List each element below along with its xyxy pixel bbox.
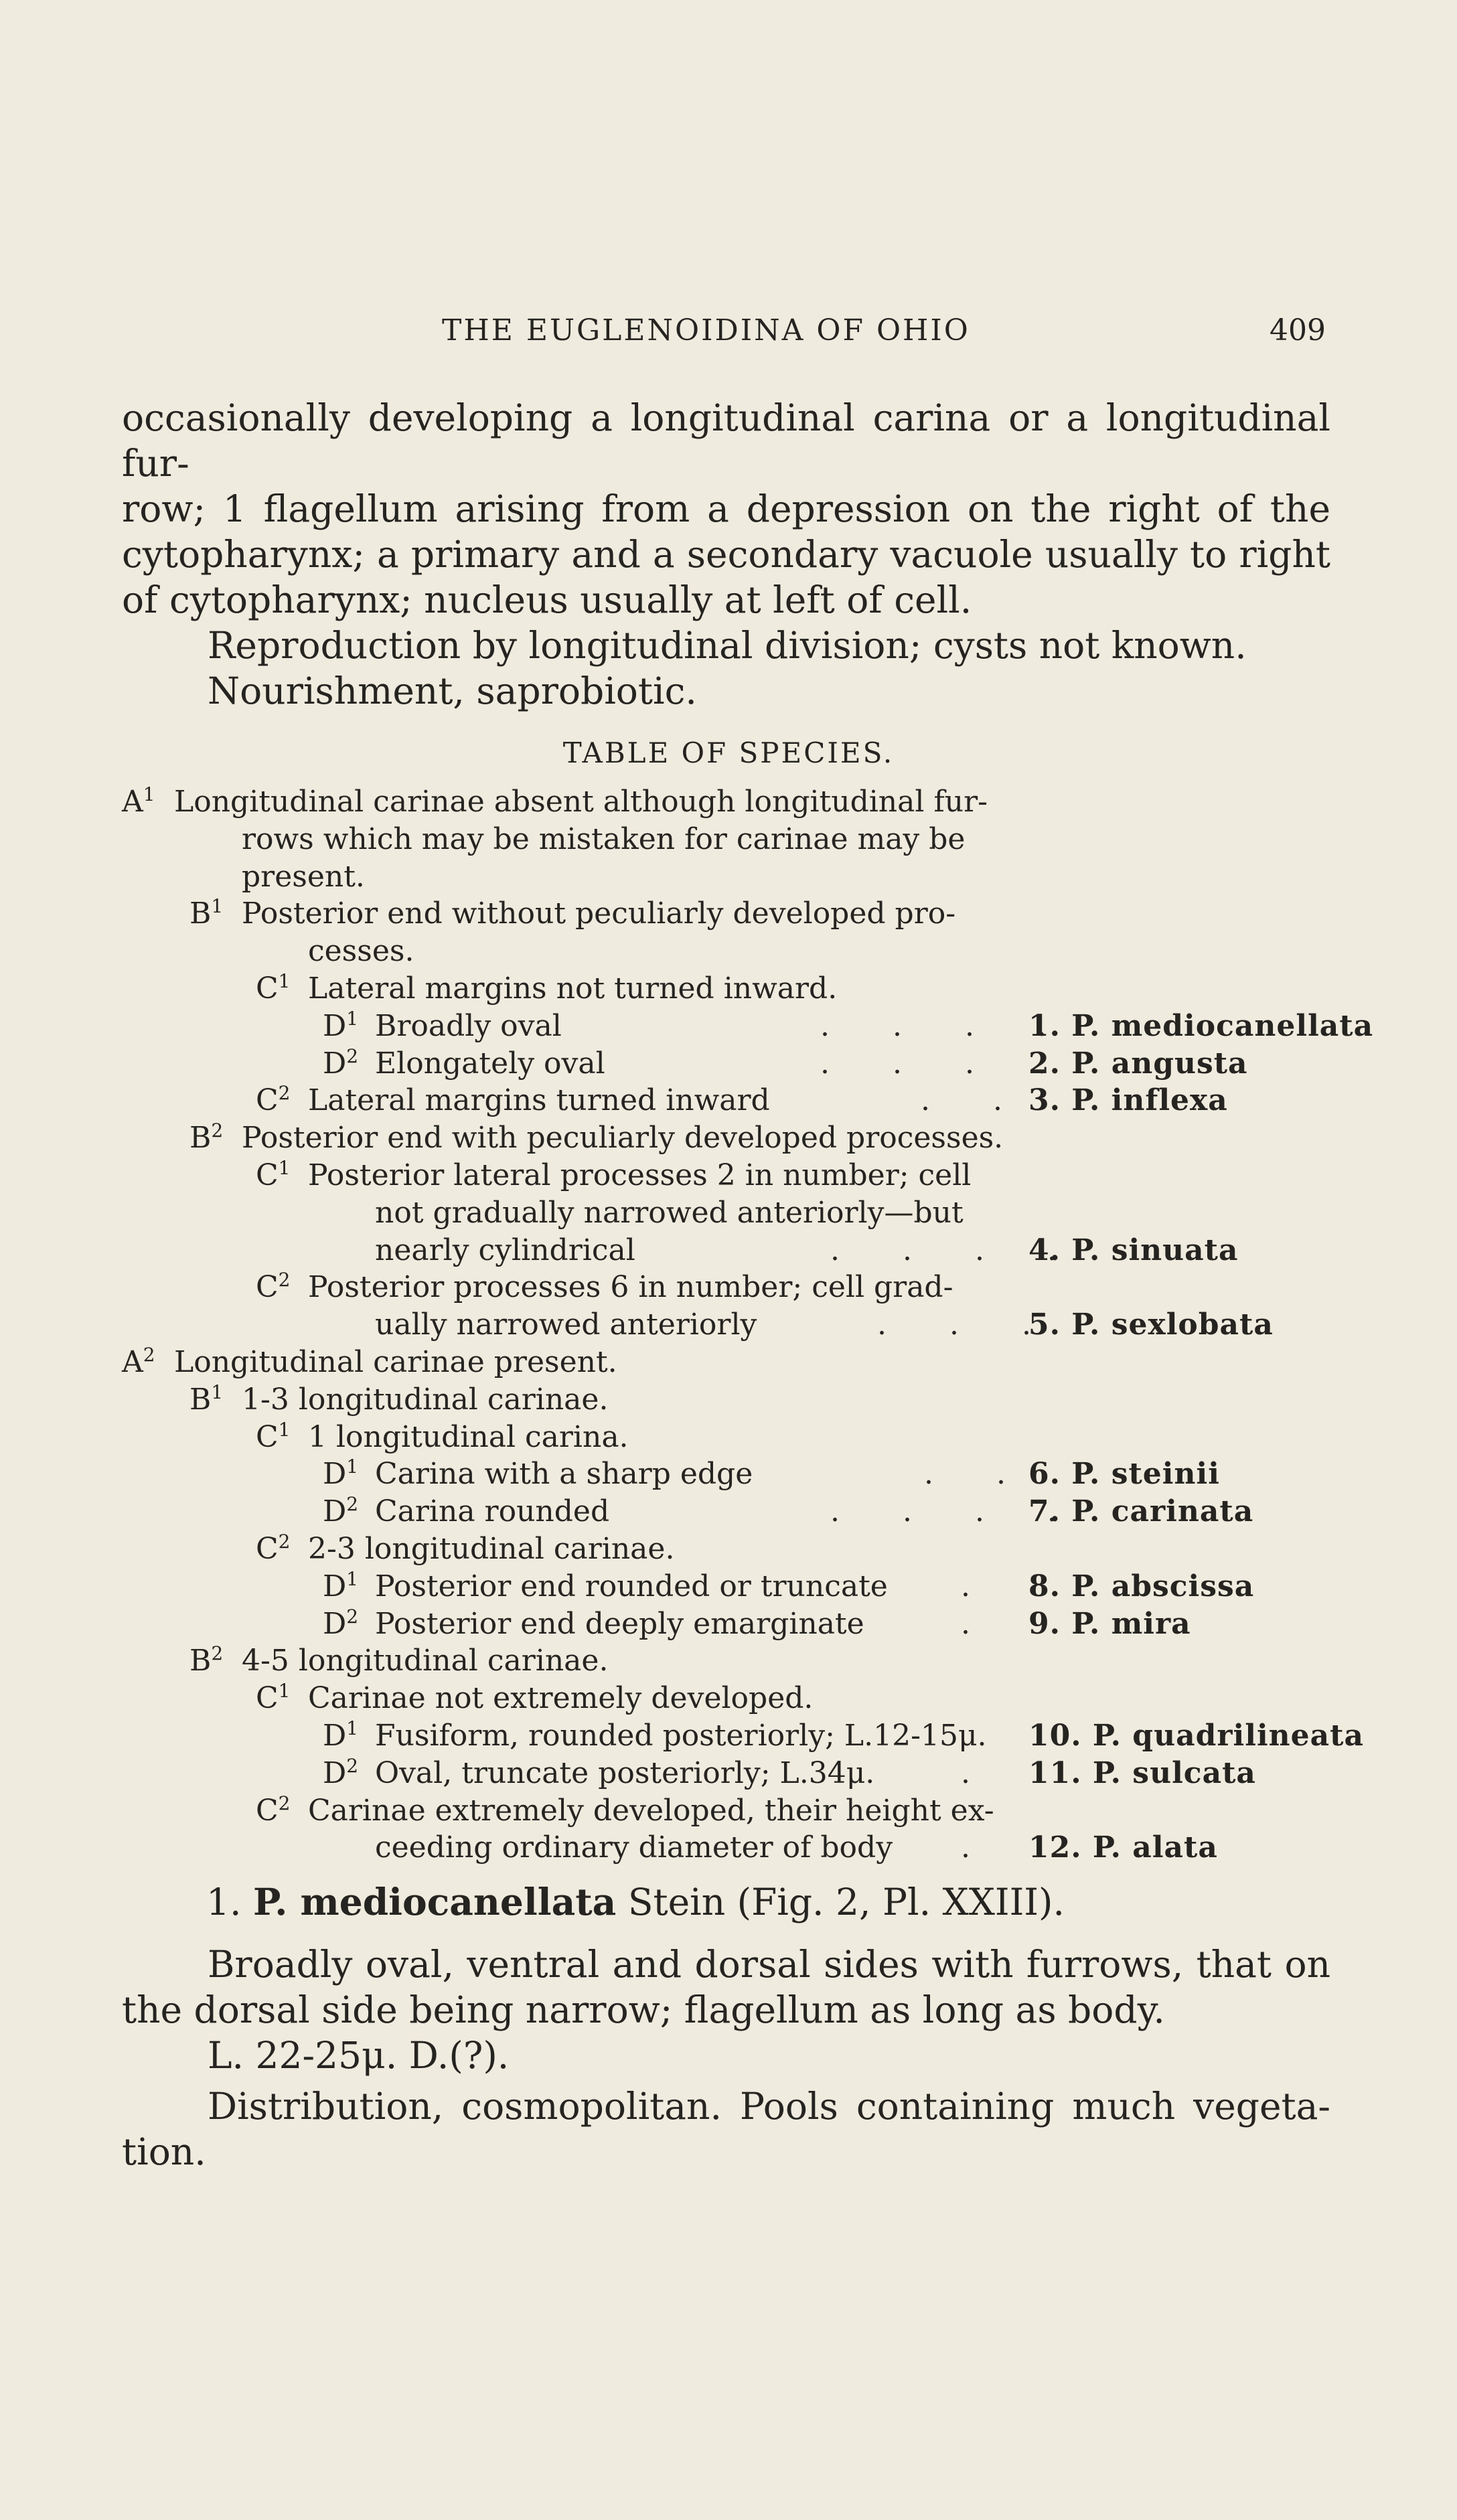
table-row — [0, 1532, 1457, 1569]
species-name: 11. P. sulcata — [1028, 1755, 1256, 1790]
key-code: $A^1$ — [122, 783, 155, 819]
key-code-superscript: 1 — [278, 1680, 291, 1703]
table-row — [0, 1308, 1457, 1345]
table-row — [0, 896, 1457, 934]
key-code-superscript: 2 — [346, 1044, 359, 1067]
key-code-superscript: 2 — [143, 1344, 155, 1366]
key-text: Carinae not extremely developed. — [308, 1681, 814, 1716]
intro-line: of cytopharynx; nucleus usually at left of cell. — [122, 578, 972, 621]
running-header — [121, 313, 1326, 353]
key-text: Carina rounded — [375, 1494, 610, 1529]
key-code-superscript: 1 — [211, 895, 224, 918]
table-row — [0, 1681, 1457, 1719]
key-text: Longitudinal carinae present. — [174, 1345, 617, 1379]
table-row — [0, 1719, 1457, 1756]
key-code: $D^2$ — [323, 1754, 359, 1790]
table-row — [0, 1830, 1457, 1868]
key-text: Posterior end without peculiarly developed pro- — [242, 896, 956, 931]
species-name: 12. P. alata — [1028, 1830, 1218, 1865]
species-entry-heading — [206, 1880, 1065, 1923]
intro-line: row; 1 flagellum arising from a depression on the right of the — [122, 487, 1330, 530]
table-row — [0, 1794, 1457, 1831]
key-code: $C^2$ — [256, 1792, 291, 1828]
species-name: 4. P. sinuata — [1028, 1233, 1239, 1267]
key-code-superscript: 2 — [211, 1642, 224, 1665]
key-code-superscript: 2 — [278, 1792, 291, 1814]
key-code-superscript: 2 — [211, 1119, 224, 1142]
reproduction-line: Reproduction by longitudinal division; cysts not known. — [208, 624, 1247, 667]
species-name: 7. P. carinata — [1028, 1494, 1254, 1529]
key-code: $B^2$ — [189, 1642, 224, 1678]
key-text: present. — [242, 859, 365, 894]
key-code-superscript: 1 — [278, 970, 291, 992]
entry-authority: Stein (Fig. 2, Pl. XXIII). — [627, 1881, 1065, 1923]
nourishment-line: Nourishment, saprobiotic. — [208, 670, 697, 712]
key-text: rows which may be mistaken for carinae may be — [242, 821, 966, 856]
key-text: Longitudinal carinae absent although longitudinal fur- — [174, 785, 988, 819]
key-code: $D^1$ — [323, 1717, 359, 1753]
key-code: $B^1$ — [189, 1381, 224, 1417]
species-name: 8. P. abscissa — [1028, 1569, 1255, 1603]
table-row — [0, 1607, 1457, 1644]
key-code-superscript: 2 — [346, 1493, 359, 1516]
key-text: 1-3 longitudinal carinae. — [242, 1382, 609, 1417]
key-text: Elongately oval — [375, 1046, 605, 1081]
table-row — [0, 934, 1457, 971]
species-description — [122, 1942, 1330, 2078]
key-text: nearly cylindrical — [375, 1233, 635, 1267]
key-code-superscript: 2 — [346, 1605, 359, 1628]
key-text: Posterior end with peculiarly developed processes. — [242, 1121, 1004, 1156]
key-text: ceeding ordinary diameter of body — [375, 1830, 893, 1865]
key-code-superscript: 2 — [278, 1082, 291, 1105]
measurement-line: L. 22-25μ. D.(?). — [208, 2034, 510, 2077]
key-text: Posterior lateral processes 2 in number; cell — [308, 1158, 972, 1192]
key-code-superscript: 1 — [346, 1007, 359, 1030]
leader-dots: . . . . — [830, 1494, 1083, 1529]
species-name: 1. P. mediocanellata — [1028, 1008, 1374, 1043]
leader-dots: . . . . — [820, 1008, 1073, 1043]
key-text: Fusiform, rounded posteriorly; L.12-15μ. — [375, 1719, 987, 1753]
key-code-superscript: 2 — [346, 1754, 359, 1777]
table-row — [0, 971, 1457, 1009]
table-row — [0, 1121, 1457, 1158]
species-name: 3. P. inflexa — [1028, 1083, 1228, 1118]
table-row — [0, 822, 1457, 860]
table-row — [0, 1345, 1457, 1383]
entry-number: 1. — [206, 1881, 242, 1923]
key-text: Carina with a sharp edge — [375, 1457, 753, 1492]
table-title: TABLE OF SPECIES. — [562, 736, 895, 769]
distribution-paragraph — [122, 2083, 1330, 2175]
table-row — [0, 1420, 1457, 1458]
key-code-superscript: 2 — [278, 1269, 291, 1291]
key-text: not gradually narrowed anteriorly—but — [375, 1195, 964, 1230]
key-code: $D^2$ — [323, 1605, 359, 1641]
leader-dots: . — [961, 1830, 997, 1865]
key-text: Broadly oval — [375, 1008, 562, 1043]
table-row — [0, 1457, 1457, 1494]
table-row — [0, 1644, 1457, 1681]
key-code: $D^1$ — [323, 1007, 359, 1043]
key-code: $A^2$ — [122, 1344, 155, 1379]
leader-dots: . . . . — [830, 1233, 1083, 1267]
intro-line: cytopharynx; a primary and a secondary vacuole usually to right — [122, 533, 1330, 576]
key-code: $C^2$ — [256, 1082, 291, 1118]
key-text: ually narrowed anteriorly — [375, 1308, 757, 1342]
key-code-superscript: 1 — [278, 1157, 291, 1179]
key-code: $C^1$ — [256, 1680, 291, 1716]
key-code: $D^2$ — [323, 1493, 359, 1529]
leader-dots: . — [961, 1569, 997, 1603]
key-code: $D^2$ — [323, 1044, 359, 1081]
key-code: $D^1$ — [323, 1567, 359, 1603]
species-name: 10. P. quadrilineata — [1028, 1719, 1364, 1753]
key-text: Oval, truncate posteriorly; L.34μ. — [375, 1755, 875, 1790]
table-row — [0, 1083, 1457, 1121]
key-text: Posterior processes 6 in number; cell grad- — [308, 1270, 953, 1305]
key-code: $C^2$ — [256, 1530, 291, 1566]
page-number: 409 — [1270, 313, 1326, 347]
running-title: THE EUGLENOIDINA OF OHIO — [442, 313, 970, 347]
key-code-superscript: 2 — [278, 1530, 291, 1553]
key-text: Posterior end rounded or truncate — [375, 1569, 888, 1603]
key-code-superscript: 1 — [346, 1455, 359, 1478]
key-code: $C^1$ — [256, 1418, 291, 1454]
key-text: cesses. — [308, 934, 414, 969]
table-row — [0, 1233, 1457, 1271]
leader-dots: . — [961, 1606, 997, 1641]
key-text: Posterior end deeply emarginate — [375, 1606, 864, 1641]
table-row — [0, 860, 1457, 897]
key-code-superscript: 1 — [346, 1567, 359, 1590]
key-code: $B^1$ — [189, 895, 224, 931]
key-text: 4-5 longitudinal carinae. — [242, 1644, 609, 1678]
table-row — [0, 1756, 1457, 1794]
leader-dots: . . . . — [820, 1046, 1073, 1081]
key-code: $D^1$ — [323, 1455, 359, 1492]
table-row — [0, 1270, 1457, 1308]
table-row — [0, 1046, 1457, 1084]
key-text: Lateral margins not turned inward. — [308, 971, 838, 1006]
leader-dots: . — [961, 1755, 997, 1790]
key-code-superscript: 1 — [278, 1418, 291, 1441]
key-code-superscript: 1 — [143, 783, 155, 805]
table-row — [0, 1196, 1457, 1233]
key-code-superscript: 1 — [346, 1717, 359, 1739]
key-code: $C^2$ — [256, 1269, 291, 1305]
table-row — [0, 785, 1457, 822]
description-line: the dorsal side being narrow; flagellum as long as body. — [122, 1988, 1165, 2031]
species-name: 2. P. angusta — [1028, 1046, 1248, 1081]
table-row — [0, 1009, 1457, 1046]
entry-species-name: P. mediocanellata — [252, 1880, 617, 1923]
species-name: 5. P. sexlobata — [1028, 1308, 1274, 1342]
key-code: $C^1$ — [256, 970, 291, 1006]
table-row — [0, 1383, 1457, 1420]
species-name: 9. P. mira — [1028, 1606, 1191, 1641]
table-row — [0, 1494, 1457, 1532]
key-text: 1 longitudinal carina. — [308, 1419, 629, 1454]
key-code: $B^2$ — [189, 1119, 224, 1156]
leader-dots: . . — [924, 1457, 1032, 1492]
intro-paragraph — [122, 395, 1330, 714]
key-text: 2-3 longitudinal carinae. — [308, 1532, 675, 1566]
species-name: 6. P. steinii — [1028, 1457, 1220, 1492]
table-row — [0, 1569, 1457, 1607]
leader-dots: . . — [921, 1083, 1029, 1118]
key-text: Carinae extremely developed, their height ex- — [308, 1793, 994, 1828]
table-row — [0, 1158, 1457, 1196]
leader-dots: . . . — [877, 1308, 1058, 1342]
intro-line: occasionally developing a longitudinal carina or a longitudinal fur- — [122, 396, 1330, 485]
key-code: $C^1$ — [256, 1157, 291, 1192]
key-text: Lateral margins turned inward — [308, 1083, 770, 1118]
distribution-line: tion. — [122, 2130, 206, 2173]
description-line: Broadly oval, ventral and dorsal sides with furrows, that on — [208, 1943, 1330, 1986]
distribution-line: Distribution, cosmopolitan. Pools containing much vegeta- — [208, 2085, 1330, 2128]
key-code-superscript: 1 — [211, 1381, 224, 1403]
